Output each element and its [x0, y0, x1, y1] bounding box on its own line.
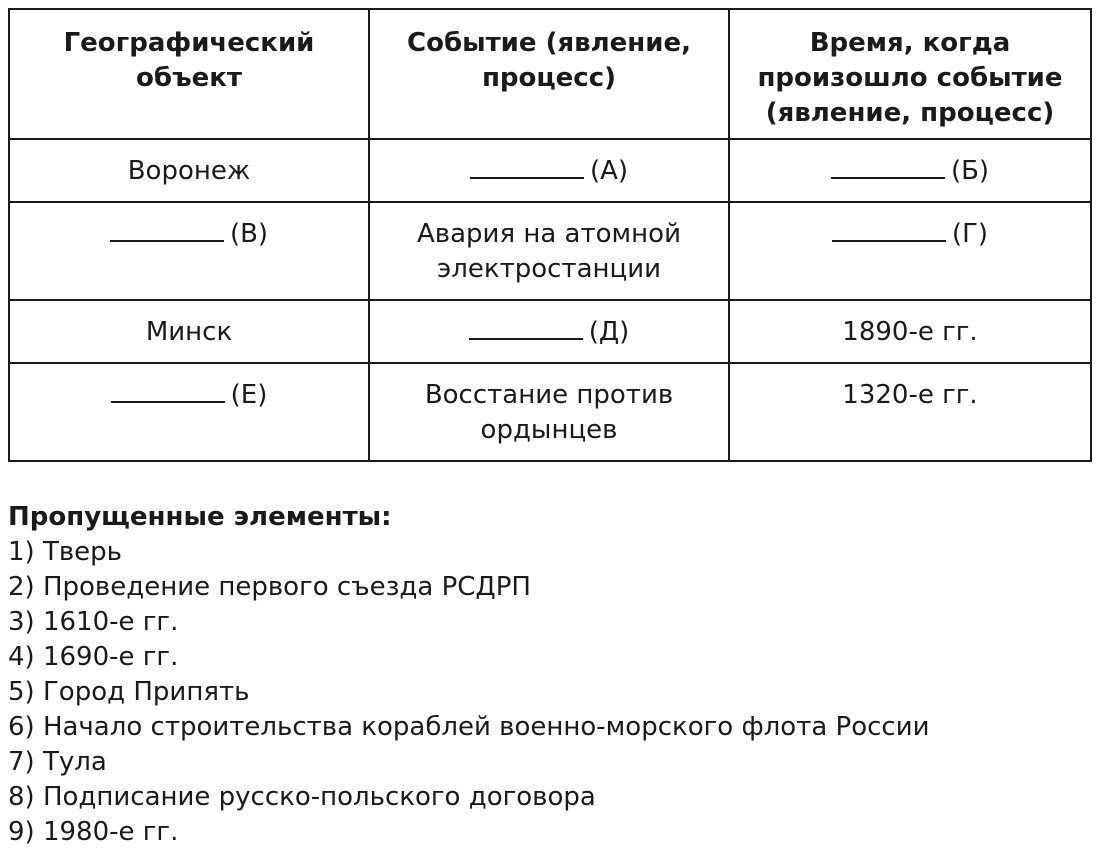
missing-elements-list	[8, 535, 1098, 850]
table-header-row	[9, 9, 1091, 139]
list-item: 4) 1690-е гг.	[8, 642, 179, 672]
cell-event: Авария на атомной электростанции	[369, 202, 729, 300]
cell-object-blank: (В)	[9, 202, 369, 300]
table-row	[9, 300, 1091, 363]
cell-object: Воронеж	[9, 139, 369, 202]
table-row	[9, 139, 1091, 202]
list-item: 3) 1610-е гг.	[8, 607, 179, 637]
header-geographic-object: Географический объект	[9, 9, 369, 139]
cell-event-blank: (А)	[369, 139, 729, 202]
header-event: Событие (явление, процесс)	[369, 9, 729, 139]
blank-line	[110, 218, 224, 242]
list-item: 6) Начало строительства кораблей военно-морского флота России	[8, 712, 930, 742]
table-row	[9, 363, 1091, 461]
list-item: 1) Тверь	[8, 537, 122, 567]
cell-event: Восстание против ордынцев	[369, 363, 729, 461]
cell-time-blank: (Г)	[729, 202, 1091, 300]
cell-time-blank: (Б)	[729, 139, 1091, 202]
cell-time: 1890-е гг.	[729, 300, 1091, 363]
list-item: 5) Город Припять	[8, 677, 250, 707]
list-item: 2) Проведение первого съезда РСДРП	[8, 572, 531, 602]
missing-elements-section	[8, 500, 1098, 850]
task-table	[8, 8, 1092, 462]
list-item: 9) 1980-е гг.	[8, 817, 179, 847]
blank-line	[832, 218, 946, 242]
blank-line	[470, 155, 584, 179]
missing-elements-title: Пропущенные элементы:	[8, 502, 392, 532]
cell-event-blank: (Д)	[369, 300, 729, 363]
blank-line	[469, 316, 583, 340]
blank-line	[111, 379, 225, 403]
cell-time: 1320-е гг.	[729, 363, 1091, 461]
table-row	[9, 202, 1091, 300]
cell-object-blank: (Е)	[9, 363, 369, 461]
cell-object: Минск	[9, 300, 369, 363]
header-time: Время, когда произошло событие (явление, процесс)	[729, 9, 1091, 139]
list-item: 7) Тула	[8, 747, 107, 777]
blank-line	[831, 155, 945, 179]
list-item: 8) Подписание русско-польского договора	[8, 782, 596, 812]
